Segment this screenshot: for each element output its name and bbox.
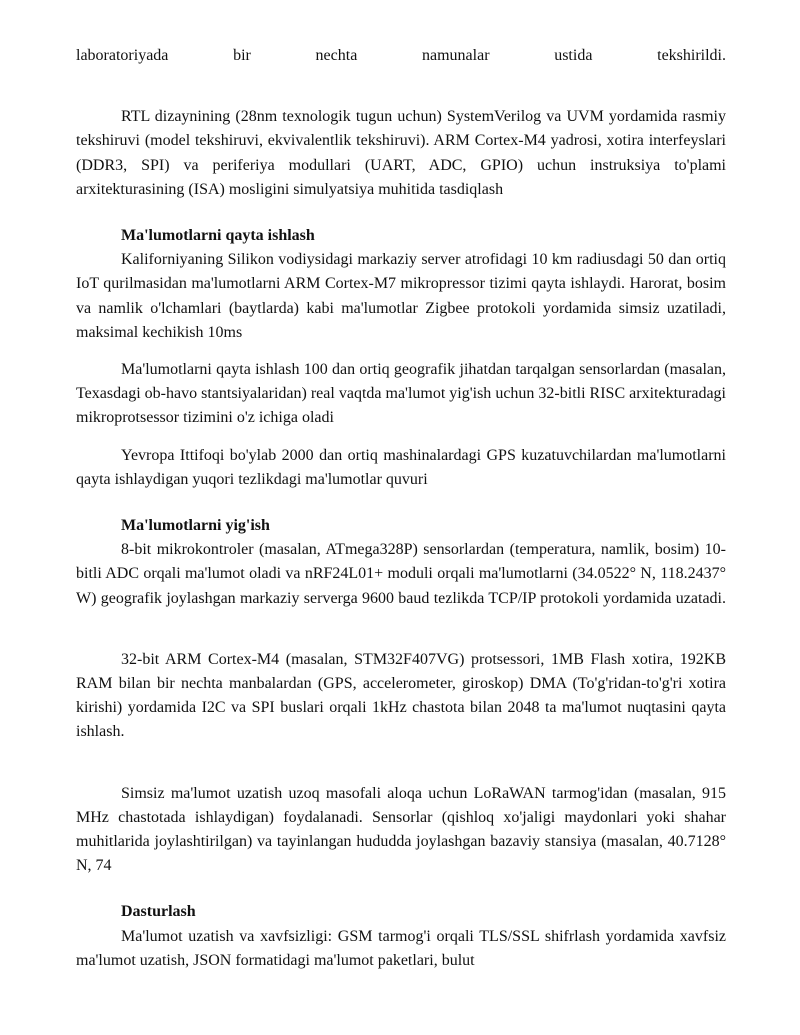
heading-programming: Dasturlash xyxy=(121,903,196,921)
paragraph-rtl-verification: RTL dizaynining (28nm texnologik tugun uchun) SystemVerilog va UVM yordamida rasmiy tekshiruvi (model tekshiruvi, ekvivalentlik tekshiruvi). ARM Cortex-M4 yadrosi, xotira interfeyslari (DDR3, SPI) va periferiya modullari (UART, ADC, GPIO) uchun instruksiya to'plami arxitekturasining (ISA) mosligini simulyatsiya muhitida tasdiqlash xyxy=(76,108,726,198)
paragraph-eu-gps-pipeline: Yevropa Ittifoqi bo'ylab 2000 dan ortiq mashinalardagi GPS kuzatuvchilardan ma'lumotlarni qayta ishlaydigan yuqori tezlikdagi ma'lumotlar quvuri xyxy=(76,446,726,488)
document-page xyxy=(76,44,726,973)
paragraph-lorawan: Simsiz ma'lumot uzatish uzoq masofali aloqa uchun LoRaWAN tarmog'idan (masalan, 915 MHz chastotada ishlaydigan) foydalanadi. Sensorlar (qishloq xo'jaligi maydonlari yoki shahar muhitlarida joylashtirilgan) va tayinlangan hududda joylashgan bazaviy stansiya (masalan, 40.7128° N, 74 xyxy=(76,784,726,875)
heading-data-processing: Ma'lumotlarni qayta ishlash xyxy=(121,227,315,245)
paragraph-32bit-arm: 32-bit ARM Cortex-M4 (masalan, STM32F407VG) protsessori, 1MB Flash xotira, 192KB RAM bilan bir nechta manbalardan (GPS, accelerometer, giroskop) DMA (To'g'ridan-to'g'ri xotira kirishi) yordamida I2C va SPI buslari orqali 1kHz chastota bilan 2048 ta ma'lumot nuqtasini qayta ishlash. xyxy=(76,650,726,741)
paragraph-gsm-security: Ma'lumot uzatish va xavfsizligi: GSM tarmog'i orqali TLS/SSL shifrlash yordamida xavfsiz ma'lumot uzatish, JSON formatidagi ma'lumot paketlari, bulut xyxy=(76,927,726,969)
heading-data-collection: Ma'lumotlarni yig'ish xyxy=(121,517,270,535)
paragraph-california-iot: Kaliforniyaning Silikon vodiysidagi markaziy server atrofidagi 10 km radiusdagi 50 dan ortiq IoT qurilmasidan ma'lumotlarni ARM Cortex-M7 mikropressor tizimi qayta ishlaydi. Harorat, bosim va namlik o'lchamlari (baytlarda) kabi ma'lumotlar Zigbee protokoli yordamida simsiz uzatiladi, maksimal kechikish 10ms xyxy=(76,251,726,341)
paragraph-lab-samples: laboratoriyada bir nechta namunalar ustida tekshirildi. xyxy=(76,47,726,64)
paragraph-8bit-microcontroller: 8-bit mikrokontroler (masalan, ATmega328P) sensorlardan (temperatura, namlik, bosim) 10-bitli ADC orqali ma'lumot oladi va nRF24L01+ moduli orqali ma'lumotlarni (34.0522° N, 118.2437° W) geografik joylashgan markaziy serverga 9600 baud tezlikda TCP/IP protokoli yordamida uzatadi. xyxy=(76,541,726,607)
paragraph-texas-sensors: Ma'lumotlarni qayta ishlash 100 dan ortiq geografik jihatdan tarqalgan sensorlardan (masalan, Texasdagi ob-havo stantsiyalaridan) real vaqtda ma'lumot yig'ish uchun 32-bitli RISC arxitekturadagi mikroprotsessor tizimini o'z ichiga oladi xyxy=(76,361,726,427)
